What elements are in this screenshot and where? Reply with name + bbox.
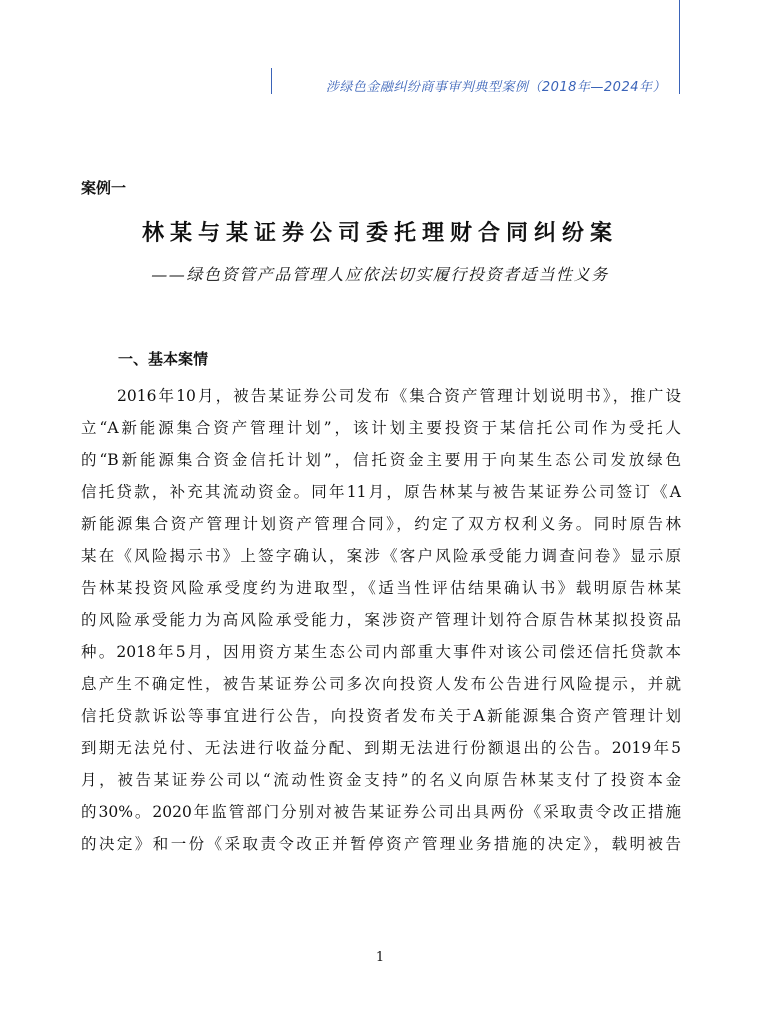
paragraph-line: 到期无法兑付、无法进行收益分配、到期无法进行份额退出的公告。2019年5 — [81, 739, 681, 757]
running-header: 涉绿色金融纠纷商事审判典型案例（2018年—2024年） — [325, 80, 666, 95]
paragraph-line: 月，被告某证券公司以“流动性资金支持”的名义向原告林某支付了投资本金 — [81, 771, 681, 789]
case-label: 案例一 — [81, 179, 127, 197]
header-rule-vertical — [679, 0, 680, 94]
paragraph-line: 信托贷款，补充其流动资金。同年11月，原告林某与被告某证券公司签订《A — [81, 483, 681, 501]
paragraph-line: 息产生不确定性，被告某证券公司多次向投资人发布公告进行风险提示，并就 — [81, 675, 681, 693]
case-title: 林某与某证券公司委托理财合同纠纷案 — [141, 221, 618, 246]
paragraph-line: 告林某投资风险承受度约为进取型，《适当性评估结果确认书》载明原告林某 — [81, 579, 681, 597]
page-number: 1 — [375, 950, 385, 965]
paragraph-line: 的30%。2020年监管部门分别对被告某证券公司出具两份《采取责令改正措施 — [81, 803, 681, 821]
paragraph-line: 新能源集合资产管理计划资产管理合同》，约定了双方权利义务。同时原告林 — [81, 515, 681, 533]
body-paragraph — [81, 380, 681, 860]
paragraph-line: 2016年10月，被告某证券公司发布《集合资产管理计划说明书》，推广设 — [117, 387, 681, 405]
paragraph-line: 信托贷款诉讼等事宜进行公告，向投资者发布关于A新能源集合资产管理计划 — [81, 707, 681, 725]
paragraph-line: 的决定》和一份《采取责令改正并暂停资产管理业务措施的决定》，载明被告 — [81, 835, 681, 853]
paragraph-line: 的“B新能源集合资金信托计划”，信托资金主要用于向某生态公司发放绿色 — [81, 451, 681, 469]
case-subtitle: ——绿色资管产品管理人应依法切实履行投资者适当性义务 — [151, 265, 609, 284]
paragraph-line: 的风险承受能力为高风险承受能力，案涉资产管理计划符合原告林某拟投资品 — [81, 611, 681, 629]
paragraph-line: 立“A新能源集合资产管理计划”，该计划主要投资于某信托公司作为受托人 — [81, 419, 681, 437]
section-heading: 一、基本案情 — [118, 350, 209, 368]
paragraph-line: 种。2018年5月，因用资方某生态公司内部重大事件对该公司偿还信托贷款本 — [81, 643, 681, 661]
paragraph-line: 某在《风险揭示书》上签字确认，案涉《客户风险承受能力调查问卷》显示原 — [81, 547, 681, 565]
